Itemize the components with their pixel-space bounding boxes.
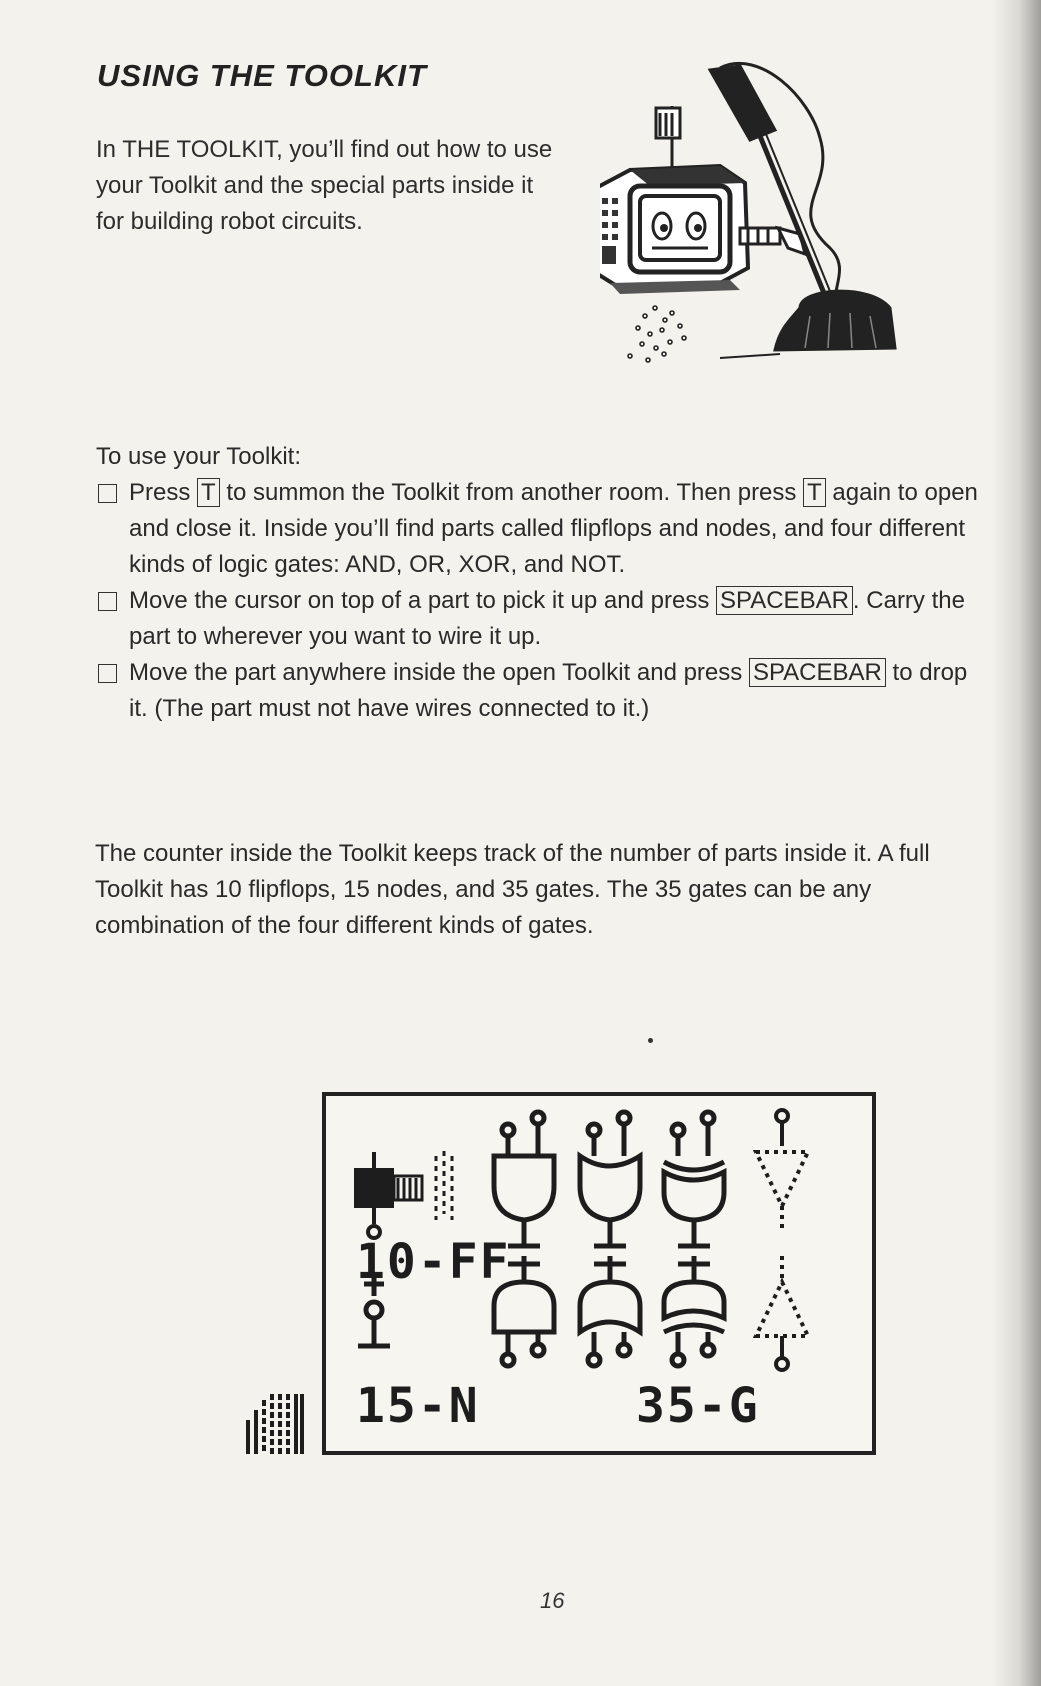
node-counter: 15-N: [356, 1378, 480, 1434]
not-gate-icon: [756, 1110, 808, 1230]
t-key: T: [803, 478, 826, 507]
robot-body: [600, 166, 748, 294]
robot-antenna: [656, 106, 680, 173]
stray-dot: [648, 1038, 653, 1043]
debris-dots: [628, 306, 686, 362]
instruction-list: [96, 475, 986, 727]
xor-gate-icon: [664, 1112, 724, 1246]
gate-counter: 35-G: [636, 1378, 760, 1434]
and-gate-icon: [494, 1112, 554, 1246]
robot-arm: [740, 228, 805, 254]
page-edge-shadow: [991, 0, 1041, 1686]
list-item: Move the part anywhere inside the open Toolkit and press SPACEBAR to drop it. (The part must not have wires connected to it.): [96, 655, 986, 727]
list-item: Press T to summon the Toolkit from another room. Then press T again to open and close it. Inside you’ll find parts called flipflops and nodes, and four different kinds of logic gates: AND, OR, XOR, and NOT.: [96, 475, 986, 583]
checkbox-bullet-icon: [98, 484, 117, 503]
flipflop-icon: [354, 1151, 452, 1238]
intro-paragraph: In THE TOOLKIT, you’ll find out how to use your Toolkit and the special parts inside it for building robot circuits.: [96, 136, 553, 235]
or-gate-icon: [580, 1256, 640, 1366]
t-key: T: [197, 478, 220, 507]
xor-gate-icon: [664, 1256, 724, 1366]
toolkit-screen: [322, 1092, 876, 1455]
page-title: USING THE TOOLKIT: [97, 58, 427, 93]
spacebar-key: SPACEBAR: [716, 586, 853, 615]
instructions-lead: To use your Toolkit:: [96, 443, 301, 470]
list-item: Move the cursor on top of a part to pick it up and press SPACEBAR . Carry the part to wherever you want to wire it up.: [96, 583, 986, 655]
or-gate-icon: [580, 1112, 640, 1246]
checkbox-bullet-icon: [98, 664, 117, 683]
spacebar-key: SPACEBAR: [749, 658, 886, 687]
page-number: 16: [540, 1588, 565, 1613]
checkbox-bullet-icon: [98, 592, 117, 611]
robot-sweeping-illustration: [600, 58, 970, 398]
flipflop-counter: 10-FF: [356, 1234, 511, 1290]
not-gate-icon: [756, 1256, 808, 1370]
cursor-grid-icon: [244, 1390, 306, 1456]
counter-paragraph: The counter inside the Toolkit keeps track of the number of parts inside it. A full Toolkit has 10 flipflops, 15 nodes, and 35 gates. The 35 gates can be any combination of the four different kinds of gates.: [95, 840, 930, 939]
